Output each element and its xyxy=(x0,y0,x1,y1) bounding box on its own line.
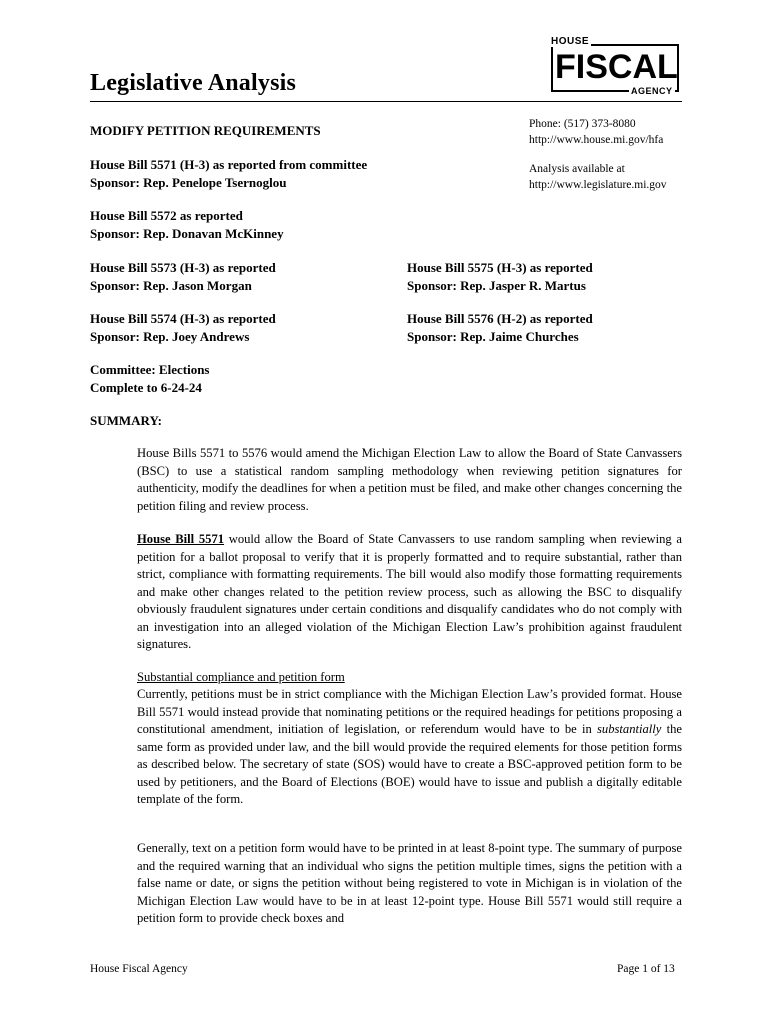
bill-5571-sponsor: Sponsor: Rep. Penelope Tsernoglou xyxy=(90,175,287,190)
bill-5576-sponsor: Sponsor: Rep. Jaime Churches xyxy=(407,329,579,344)
bill-5573-line: House Bill 5573 (H-3) as reported xyxy=(90,260,276,275)
summary-heading: SUMMARY: xyxy=(90,413,163,428)
committee-text: Committee: Elections xyxy=(90,362,210,377)
analysis-available-text: Analysis available at xyxy=(529,163,625,175)
bill-5571-line: House Bill 5571 (H-3) as reported from committee xyxy=(90,157,368,172)
bill-5573-sponsor: Sponsor: Rep. Jason Morgan xyxy=(90,278,252,293)
logo-house-text: HOUSE xyxy=(551,36,590,47)
section-heading-text: Substantial compliance and petition form xyxy=(137,670,345,684)
summary-paragraph-2 xyxy=(137,531,682,654)
summary-paragraph-1: House Bills 5571 to 5576 would amend the Michigan Election Law to allow the Board of State Canvassers (BSC) to use a statistical random sampling methodology when reviewing petition signatures for authenticity, modify the deadlines for when a petition must be filed, and make other changes concerning the petition filing and review process. xyxy=(137,446,682,513)
complete-date-text: Complete to 6-24-24 xyxy=(90,380,202,395)
summary-paragraph-4: Generally, text on a petition form would have to be printed in at least 8-point type. The summary of purpose and the required warning that an individual who signs the petition multiple times, signs the petition with a false name or date, or signs the petition without being registered to vote in Michigan is in violation of the Michigan Election Law would have to be in at least 12-point type. House Bill 5571 would still require a petition form to provide check boxes and xyxy=(137,841,682,925)
section-heading-substantial-compliance xyxy=(137,669,682,687)
page-title: Legislative Analysis xyxy=(90,70,297,96)
bill-5572-line: House Bill 5572 as reported xyxy=(90,208,243,223)
subject-heading: MODIFY PETITION REQUIREMENTS xyxy=(90,123,321,138)
paragraph-3-emphasis: substantially xyxy=(597,722,662,736)
bill-5572-sponsor: Sponsor: Rep. Donavan McKinney xyxy=(90,226,284,241)
footer-page-number: Page 1 of 13 xyxy=(617,963,675,975)
paragraph-3-part-b: the same form as provided under law, and the bill would provide the required elements for those petition forms as described below. The secretary of state (SOS) would have to create a BSC-approved petition form to be used by petitioners, and the Board of Elections (BOE) would have to issue and publish a digitally editable template of the form. xyxy=(137,722,682,806)
bill-5574-line: House Bill 5574 (H-3) as reported xyxy=(90,311,276,326)
footer-agency: House Fiscal Agency xyxy=(90,963,188,975)
phone-text: Phone: (517) 373-8080 xyxy=(529,118,636,130)
bill-5574-sponsor: Sponsor: Rep. Joey Andrews xyxy=(90,329,250,344)
house-fiscal-agency-logo xyxy=(545,36,685,100)
bill-5575-sponsor: Sponsor: Rep. Jasper R. Martus xyxy=(407,278,586,293)
bill-5575-line: House Bill 5575 (H-3) as reported xyxy=(407,260,593,275)
paragraph-3-part-a: Currently, petitions must be in strict compliance with the Michigan Election Law’s provided format. House Bill 5571 would instead provide that nominating petitions or the required headings for petitions proposing a constitutional amendment, initiation of legislation, or referendum would have to be in xyxy=(137,687,682,736)
logo-agency-text: AGENCY xyxy=(631,86,673,96)
logo-fiscal-text: FISCAL xyxy=(555,48,678,86)
bill-5576-line: House Bill 5576 (H-2) as reported xyxy=(407,311,593,326)
title-divider xyxy=(90,101,682,102)
legislature-link[interactable]: http://www.legislature.mi.gov xyxy=(529,179,667,191)
hfa-link[interactable]: http://www.house.mi.gov/hfa xyxy=(529,134,664,146)
summary-paragraph-3 xyxy=(137,686,682,809)
bill-5571-lead: House Bill 5571 xyxy=(137,532,225,546)
paragraph-2-body: would allow the Board of State Canvassers to use random sampling when reviewing a petition for a ballot proposal to verify that it is properly formatted and to require substantial, rather than strict, compliance with formatting requirements. The bill would also modify those formatting requirements and make other changes related to the petition review process, such as allowing the BSC to disqualify obviously fraudulent signatures under certain conditions and disqualify candidates who do not comply with an investigation into an alleged violation of the Michigan Election Law’s prohibition against fraudulent signatures. xyxy=(137,532,683,651)
